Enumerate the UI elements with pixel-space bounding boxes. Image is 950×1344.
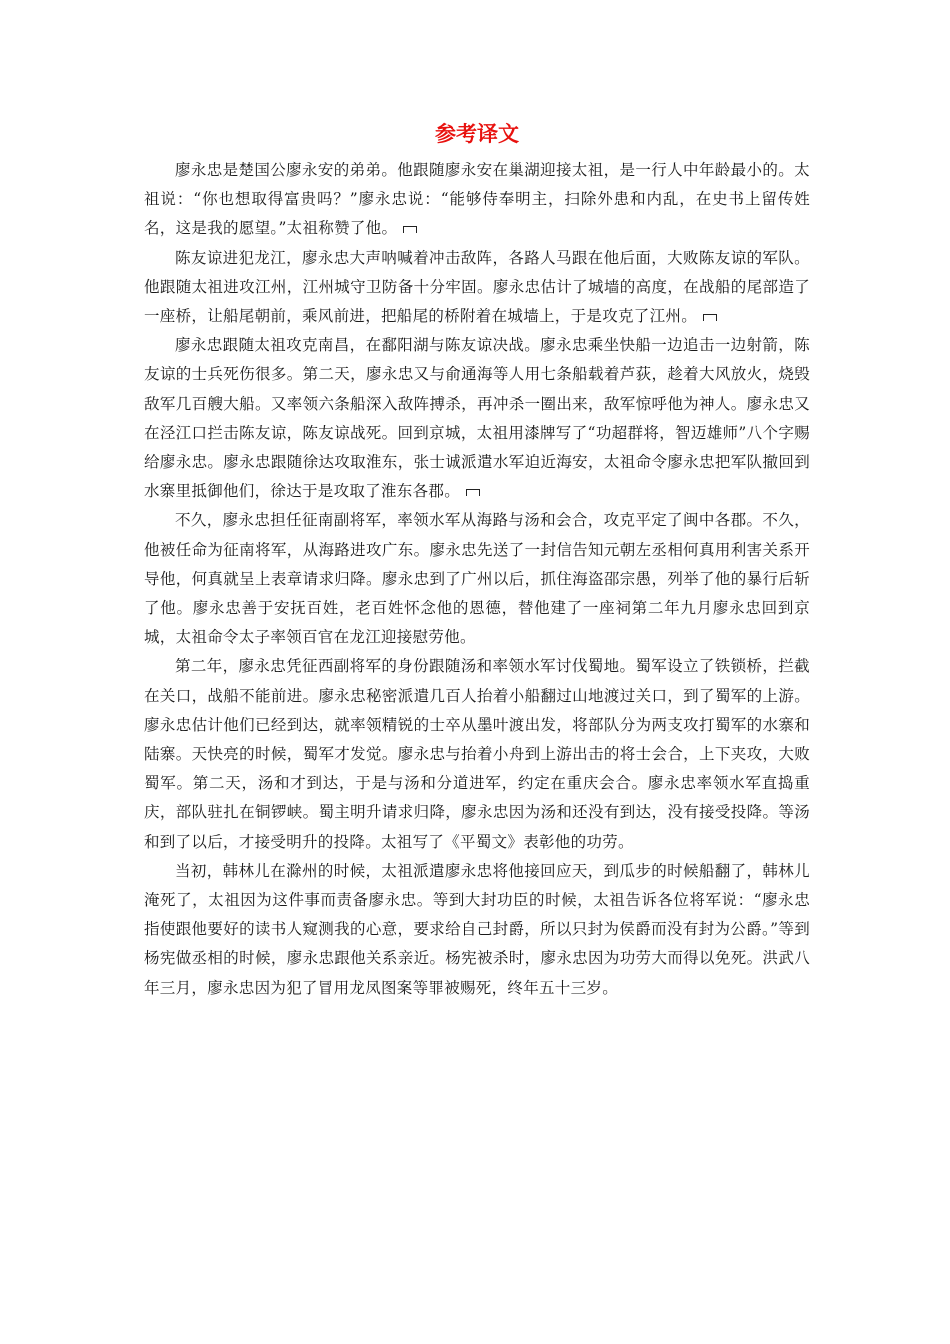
section-mark-icon bbox=[703, 314, 717, 321]
paragraph-text: 廖永忠跟随太祖攻克南昌，在鄱阳湖与陈友谅决战。廖永忠乘坐快船一边追击一边射箭，陈友谅的士兵死伤很多。第二天，廖永忠又与俞通海等人用七条船载着芦荻，趁着大风放火，烧毁敌军几百艘大船。又率领六条船深入敌阵搏杀，再冲杀一圈出来，敌军惊呼他为神人。廖永忠又在泾江口拦击陈友谅，陈友谅战死。回到京城，太祖用漆牌写了“功超群将，智迈雄师”八个字赐给廖永忠。廖永忠跟随徐达攻取淮东，张士诚派遣水军迫近海安，太祖命令廖永忠把军队撤回到水寨里抵御他们，徐达于是攻取了淮东各郡。 bbox=[144, 336, 810, 501]
paragraph-4 bbox=[144, 506, 810, 652]
paragraph-text: 廖永忠是楚国公廖永安的弟弟。他跟随廖永安在巢湖迎接太祖，是一行人中年龄最小的。太祖说：“你也想取得富贵吗？”廖永忠说：“能够侍奉明主，扫除外患和内乱，在史书上留传姓名，这是我的愿望。”太祖称赞了他。 bbox=[144, 161, 810, 238]
section-mark-icon bbox=[466, 489, 480, 496]
paragraph-5 bbox=[144, 652, 810, 856]
section-mark-icon bbox=[403, 226, 417, 233]
paragraph-text: 第二年，廖永忠凭征西副将军的身份跟随汤和率领水军讨伐蜀地。蜀军设立了铁锁桥，拦截在关口，战船不能前进。廖永忠秘密派遣几百人抬着小船翻过山地渡过关口，到了蜀军的上游。廖永忠估计他们已经到达，就率领精锐的士卒从墨叶渡出发，将部队分为两支攻打蜀军的水寨和陆寨。天快亮的时候，蜀军才发觉。廖永忠与抬着小舟到上游出击的将士会合，上下夹攻，大败蜀军。第二天，汤和才到达，于是与汤和分道进军，约定在重庆会合。廖永忠率领水军直捣重庆，部队驻扎在铜锣峡。蜀主明升请求归降，廖永忠因为汤和还没有到达，没有接受投降。等汤和到了以后，才接受明升的投降。太祖写了《平蜀文》表彰他的功劳。 bbox=[144, 657, 810, 851]
paragraph-text: 陈友谅进犯龙江，廖永忠大声呐喊着冲击敌阵，各路人马跟在他后面，大败陈友谅的军队。他跟随太祖进攻江州，江州城守卫防备十分牢固。廖永忠估计了城墙的高度，在战船的尾部造了一座桥，让船尾朝前，乘风前进，把船尾的桥附着在城墙上，于是攻克了江州。 bbox=[144, 248, 810, 326]
paragraph-text: 当初，韩林儿在滁州的时候，太祖派遣廖永忠将他接回应天，到瓜步的时候船翻了，韩林儿淹死了，太祖因为这件事而责备廖永忠。等到大封功臣的时候，太祖告诉各位将军说：“廖永忠指使跟他要好的读书人窥测我的心意，要求给自己封爵，所以只封为侯爵而没有封为公爵。”等到杨宪做丞相的时候，廖永忠跟他关系亲近。杨宪被杀时，廖永忠因为功劳大而得以免死。洪武八年三月，廖永忠因为犯了冒用龙凤图案等罪被赐死，终年五十三岁。 bbox=[144, 861, 810, 997]
paragraph-6 bbox=[144, 857, 810, 1003]
document-page bbox=[144, 118, 810, 1003]
document-title: 参考译文 bbox=[435, 122, 519, 146]
paragraph-text: 不久，廖永忠担任征南副将军，率领水军从海路与汤和会合，攻克平定了闽中各郡。不久，他被任命为征南将军，从海路进攻广东。廖永忠先送了一封信告知元朝左丞相何真用利害关系开导他，何真就呈上表章请求归降。廖永忠到了广州以后，抓住海盗邵宗愚，列举了他的暴行后斩了他。廖永忠善于安抚百姓，老百姓怀念他的恩德，替他建了一座祠第二年九月廖永忠回到京城，太祖命令太子率领百官在龙江迎接慰劳他。 bbox=[144, 511, 810, 647]
paragraph-3 bbox=[144, 331, 810, 506]
paragraph-2 bbox=[144, 244, 810, 332]
paragraph-1 bbox=[144, 156, 810, 244]
